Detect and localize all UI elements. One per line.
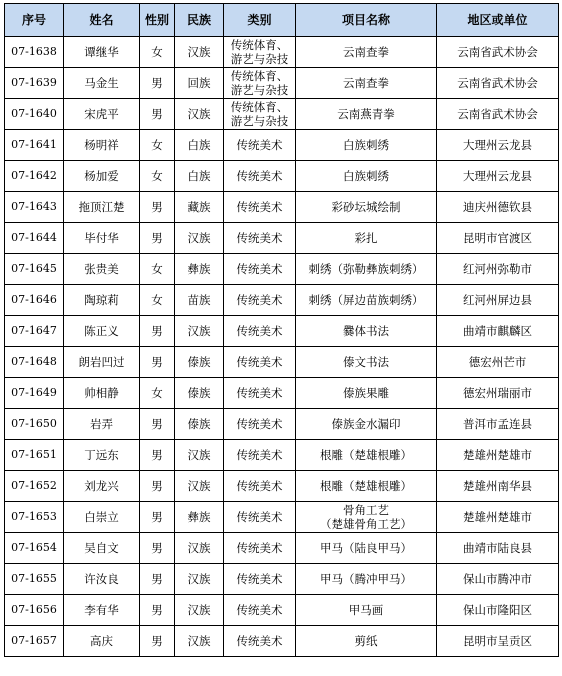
cell-ethnicity: 彝族 bbox=[175, 502, 224, 533]
cell-ethnicity: 彝族 bbox=[175, 254, 224, 285]
cell-category: 传统美术 bbox=[224, 254, 296, 285]
cell-name: 谭继华 bbox=[64, 37, 140, 68]
cell-serial: 07-1647 bbox=[5, 316, 64, 347]
cell-ethnicity: 白族 bbox=[175, 130, 224, 161]
table-row bbox=[5, 471, 559, 502]
cell-serial: 07-1645 bbox=[5, 254, 64, 285]
cell-gender: 男 bbox=[140, 502, 175, 533]
cell-serial: 07-1651 bbox=[5, 440, 64, 471]
cell-serial: 07-1640 bbox=[5, 99, 64, 130]
cell-gender: 男 bbox=[140, 192, 175, 223]
cell-category: 传统美术 bbox=[224, 533, 296, 564]
cell-serial: 07-1650 bbox=[5, 409, 64, 440]
cell-serial: 07-1653 bbox=[5, 502, 64, 533]
cell-category: 传统美术 bbox=[224, 285, 296, 316]
header-gender: 性别 bbox=[140, 4, 175, 37]
cell-region: 昆明市官渡区 bbox=[437, 223, 559, 254]
cell-project: 云南燕青拳 bbox=[296, 99, 437, 130]
cell-project: 剪纸 bbox=[296, 626, 437, 657]
table-row bbox=[5, 68, 559, 99]
cell-gender: 女 bbox=[140, 161, 175, 192]
cell-name: 岩弄 bbox=[64, 409, 140, 440]
cell-gender: 女 bbox=[140, 285, 175, 316]
cell-name: 拖顶江楚 bbox=[64, 192, 140, 223]
cell-name: 陶琼莉 bbox=[64, 285, 140, 316]
cell-serial: 07-1648 bbox=[5, 347, 64, 378]
cell-project: 甲马（陆良甲马） bbox=[296, 533, 437, 564]
table-row bbox=[5, 595, 559, 626]
cell-category: 传统美术 bbox=[224, 595, 296, 626]
cell-ethnicity: 苗族 bbox=[175, 285, 224, 316]
cell-ethnicity: 汉族 bbox=[175, 471, 224, 502]
cell-gender: 男 bbox=[140, 595, 175, 626]
cell-ethnicity: 回族 bbox=[175, 68, 224, 99]
cell-name: 张贵美 bbox=[64, 254, 140, 285]
table-row bbox=[5, 533, 559, 564]
table-row bbox=[5, 409, 559, 440]
cell-serial: 07-1642 bbox=[5, 161, 64, 192]
cell-category: 传统美术 bbox=[224, 471, 296, 502]
cell-project: 云南查拳 bbox=[296, 68, 437, 99]
cell-category: 传统体育、 游艺与杂技 bbox=[224, 37, 296, 68]
header-serial: 序号 bbox=[5, 4, 64, 37]
table-row bbox=[5, 285, 559, 316]
cell-serial: 07-1649 bbox=[5, 378, 64, 409]
cell-ethnicity: 汉族 bbox=[175, 440, 224, 471]
cell-ethnicity: 汉族 bbox=[175, 564, 224, 595]
cell-project: 刺绣（弥勒彝族刺绣） bbox=[296, 254, 437, 285]
cell-ethnicity: 白族 bbox=[175, 161, 224, 192]
cell-region: 云南省武术协会 bbox=[437, 99, 559, 130]
cell-category: 传统美术 bbox=[224, 130, 296, 161]
cell-name: 陈正义 bbox=[64, 316, 140, 347]
cell-serial: 07-1657 bbox=[5, 626, 64, 657]
cell-region: 普洱市孟连县 bbox=[437, 409, 559, 440]
cell-region: 德宏州瑞丽市 bbox=[437, 378, 559, 409]
cell-name: 马金生 bbox=[64, 68, 140, 99]
cell-region: 楚雄州楚雄市 bbox=[437, 440, 559, 471]
cell-ethnicity: 藏族 bbox=[175, 192, 224, 223]
cell-project: 爨体书法 bbox=[296, 316, 437, 347]
table-row bbox=[5, 130, 559, 161]
cell-region: 保山市腾冲市 bbox=[437, 564, 559, 595]
cell-gender: 男 bbox=[140, 347, 175, 378]
cell-region: 楚雄州南华县 bbox=[437, 471, 559, 502]
cell-region: 昆明市呈贡区 bbox=[437, 626, 559, 657]
cell-category: 传统美术 bbox=[224, 626, 296, 657]
table-row bbox=[5, 564, 559, 595]
cell-gender: 男 bbox=[140, 99, 175, 130]
cell-region: 大理州云龙县 bbox=[437, 161, 559, 192]
cell-project: 彩砂坛城绘制 bbox=[296, 192, 437, 223]
cell-region: 云南省武术协会 bbox=[437, 37, 559, 68]
cell-serial: 07-1644 bbox=[5, 223, 64, 254]
cell-project: 云南查拳 bbox=[296, 37, 437, 68]
cell-category: 传统美术 bbox=[224, 440, 296, 471]
cell-region: 大理州云龙县 bbox=[437, 130, 559, 161]
cell-ethnicity: 汉族 bbox=[175, 37, 224, 68]
table-row bbox=[5, 37, 559, 68]
cell-ethnicity: 傣族 bbox=[175, 378, 224, 409]
cell-name: 帅相静 bbox=[64, 378, 140, 409]
cell-gender: 男 bbox=[140, 626, 175, 657]
cell-category: 传统美术 bbox=[224, 378, 296, 409]
cell-category: 传统体育、 游艺与杂技 bbox=[224, 99, 296, 130]
table-row bbox=[5, 192, 559, 223]
cell-project: 根雕（楚雄根雕） bbox=[296, 440, 437, 471]
table-row bbox=[5, 626, 559, 657]
cell-region: 红河州弥勒市 bbox=[437, 254, 559, 285]
cell-name: 许汝良 bbox=[64, 564, 140, 595]
roster-table-container bbox=[4, 3, 559, 657]
cell-gender: 男 bbox=[140, 440, 175, 471]
cell-category: 传统美术 bbox=[224, 347, 296, 378]
cell-gender: 女 bbox=[140, 130, 175, 161]
cell-project: 甲马画 bbox=[296, 595, 437, 626]
cell-name: 杨明祥 bbox=[64, 130, 140, 161]
table-row bbox=[5, 440, 559, 471]
table-row bbox=[5, 254, 559, 285]
cell-category: 传统美术 bbox=[224, 223, 296, 254]
cell-gender: 女 bbox=[140, 37, 175, 68]
table-row bbox=[5, 161, 559, 192]
cell-category: 传统美术 bbox=[224, 316, 296, 347]
cell-category: 传统美术 bbox=[224, 502, 296, 533]
cell-name: 李有华 bbox=[64, 595, 140, 626]
cell-category: 传统美术 bbox=[224, 564, 296, 595]
cell-serial: 07-1654 bbox=[5, 533, 64, 564]
cell-serial: 07-1655 bbox=[5, 564, 64, 595]
header-row bbox=[5, 4, 559, 37]
cell-ethnicity: 傣族 bbox=[175, 347, 224, 378]
cell-name: 刘龙兴 bbox=[64, 471, 140, 502]
header-name: 姓名 bbox=[64, 4, 140, 37]
cell-project: 傣族金水漏印 bbox=[296, 409, 437, 440]
cell-project: 彩扎 bbox=[296, 223, 437, 254]
header-category: 类别 bbox=[224, 4, 296, 37]
cell-project: 白族刺绣 bbox=[296, 130, 437, 161]
cell-ethnicity: 汉族 bbox=[175, 223, 224, 254]
cell-serial: 07-1641 bbox=[5, 130, 64, 161]
cell-name: 朗岩凹过 bbox=[64, 347, 140, 378]
cell-serial: 07-1646 bbox=[5, 285, 64, 316]
cell-gender: 男 bbox=[140, 564, 175, 595]
header-ethnicity: 民族 bbox=[175, 4, 224, 37]
cell-name: 丁远东 bbox=[64, 440, 140, 471]
cell-region: 楚雄州楚雄市 bbox=[437, 502, 559, 533]
cell-ethnicity: 汉族 bbox=[175, 533, 224, 564]
cell-gender: 女 bbox=[140, 254, 175, 285]
cell-serial: 07-1643 bbox=[5, 192, 64, 223]
cell-name: 白崇立 bbox=[64, 502, 140, 533]
cell-gender: 男 bbox=[140, 223, 175, 254]
cell-gender: 男 bbox=[140, 533, 175, 564]
table-row bbox=[5, 502, 559, 533]
cell-project: 傣族果雕 bbox=[296, 378, 437, 409]
table-row bbox=[5, 378, 559, 409]
cell-category: 传统美术 bbox=[224, 409, 296, 440]
table-row bbox=[5, 347, 559, 378]
table-row bbox=[5, 99, 559, 130]
cell-gender: 男 bbox=[140, 68, 175, 99]
cell-project: 甲马（腾冲甲马） bbox=[296, 564, 437, 595]
cell-category: 传统体育、 游艺与杂技 bbox=[224, 68, 296, 99]
cell-ethnicity: 汉族 bbox=[175, 595, 224, 626]
cell-ethnicity: 汉族 bbox=[175, 626, 224, 657]
cell-name: 吴自文 bbox=[64, 533, 140, 564]
table-row bbox=[5, 223, 559, 254]
cell-region: 德宏州芒市 bbox=[437, 347, 559, 378]
header-project: 项目名称 bbox=[296, 4, 437, 37]
cell-region: 云南省武术协会 bbox=[437, 68, 559, 99]
cell-serial: 07-1639 bbox=[5, 68, 64, 99]
cell-serial: 07-1652 bbox=[5, 471, 64, 502]
cell-gender: 男 bbox=[140, 471, 175, 502]
cell-gender: 男 bbox=[140, 409, 175, 440]
cell-name: 毕付华 bbox=[64, 223, 140, 254]
cell-project: 傣文书法 bbox=[296, 347, 437, 378]
cell-gender: 女 bbox=[140, 378, 175, 409]
cell-project: 根雕（楚雄根雕） bbox=[296, 471, 437, 502]
inheritor-table bbox=[4, 3, 559, 657]
cell-ethnicity: 傣族 bbox=[175, 409, 224, 440]
table-row bbox=[5, 316, 559, 347]
cell-region: 红河州屏边县 bbox=[437, 285, 559, 316]
cell-name: 高庆 bbox=[64, 626, 140, 657]
cell-gender: 男 bbox=[140, 316, 175, 347]
table-body bbox=[5, 37, 559, 657]
cell-category: 传统美术 bbox=[224, 161, 296, 192]
cell-project: 刺绣（屏边苗族刺绣） bbox=[296, 285, 437, 316]
cell-serial: 07-1638 bbox=[5, 37, 64, 68]
cell-region: 曲靖市陆良县 bbox=[437, 533, 559, 564]
header-region: 地区或单位 bbox=[437, 4, 559, 37]
cell-ethnicity: 汉族 bbox=[175, 316, 224, 347]
cell-serial: 07-1656 bbox=[5, 595, 64, 626]
cell-region: 保山市隆阳区 bbox=[437, 595, 559, 626]
cell-name: 宋虎平 bbox=[64, 99, 140, 130]
cell-project: 骨角工艺 （楚雄骨角工艺） bbox=[296, 502, 437, 533]
cell-category: 传统美术 bbox=[224, 192, 296, 223]
cell-name: 杨加爱 bbox=[64, 161, 140, 192]
cell-project: 白族刺绣 bbox=[296, 161, 437, 192]
cell-ethnicity: 汉族 bbox=[175, 99, 224, 130]
cell-region: 曲靖市麒麟区 bbox=[437, 316, 559, 347]
cell-region: 迪庆州德钦县 bbox=[437, 192, 559, 223]
